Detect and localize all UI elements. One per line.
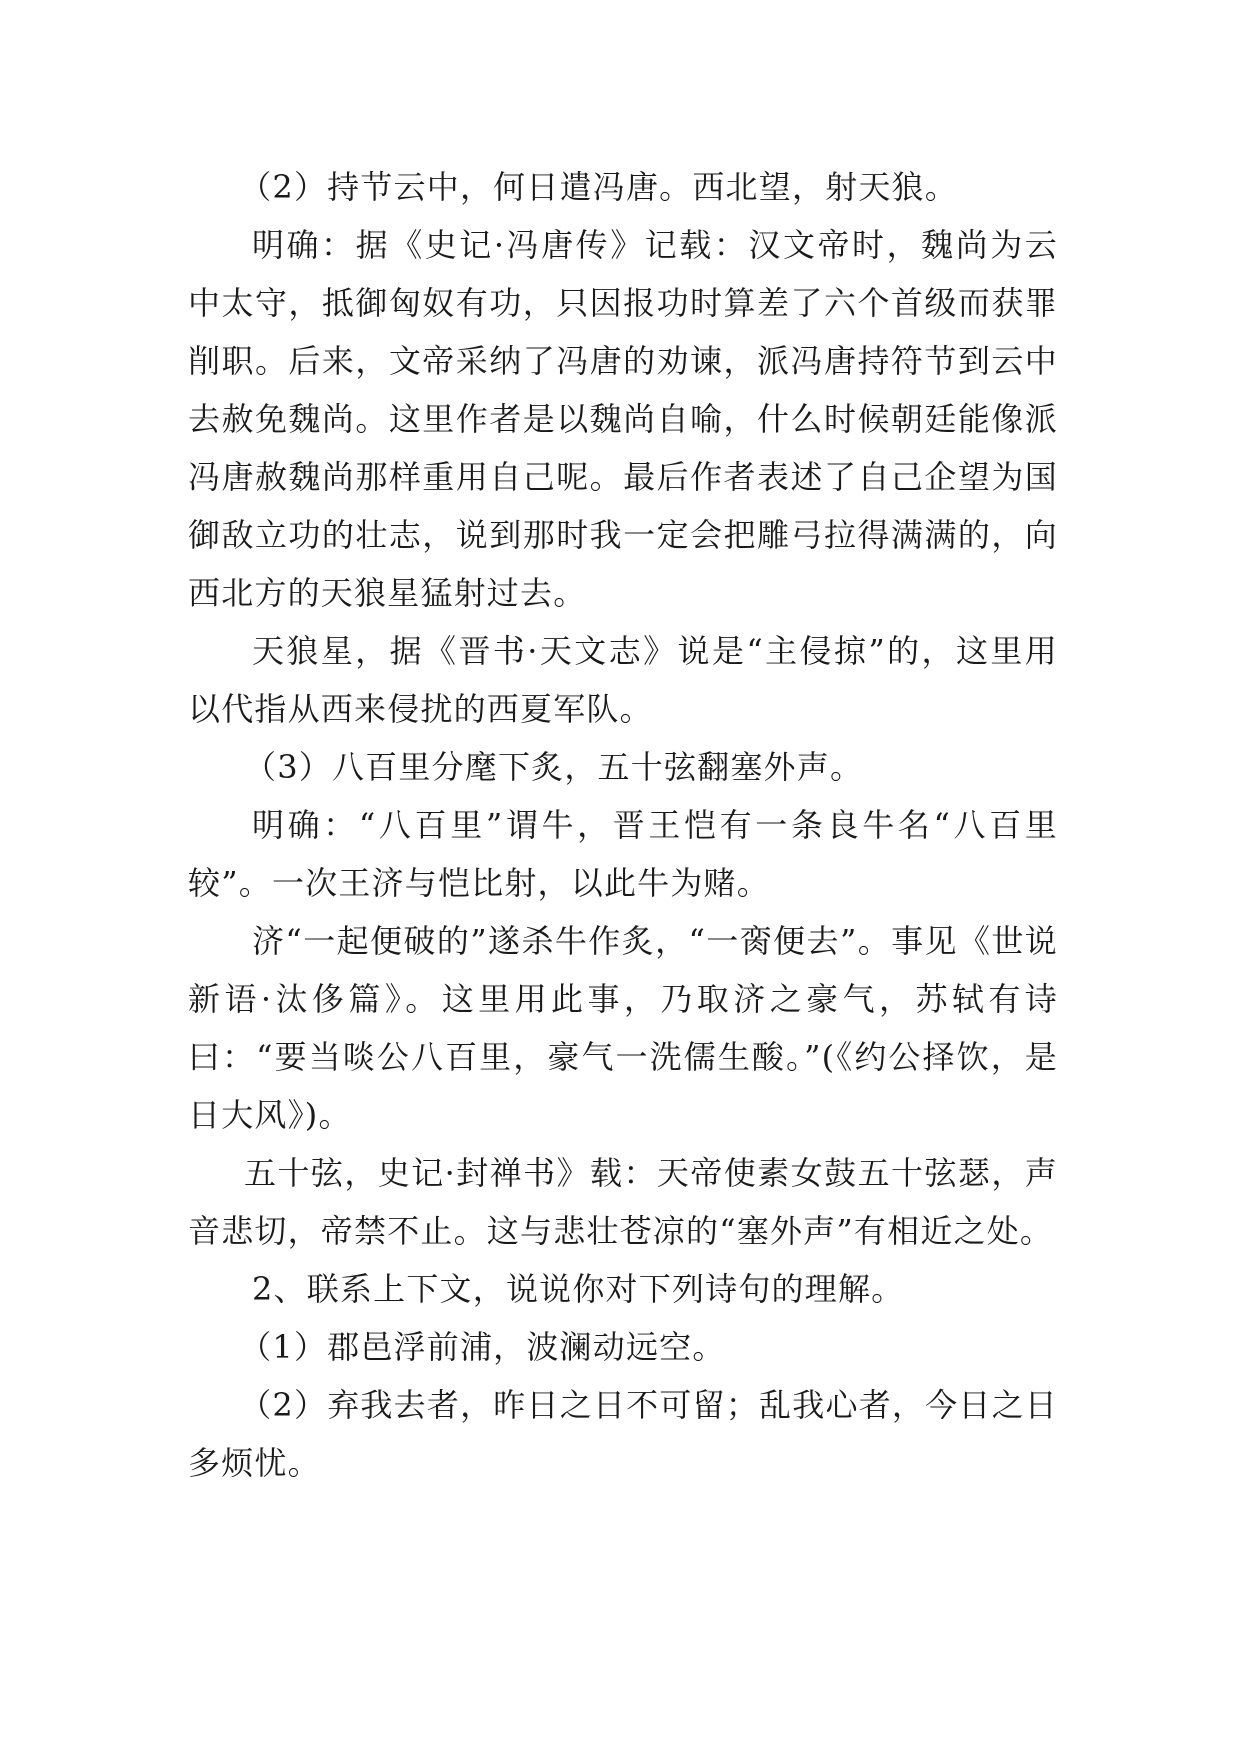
exercise-2-item-1: （1）郡邑浮前浦，波澜动远空。 [239, 1328, 726, 1366]
answer-2-paragraph: 明确：据《史记·冯唐传》记载：汉文帝时，魏尚为云中太守，抵御匈奴有功，只因报功时算差了六个首级而获罪削职。后来，文帝采纳了冯唐的劝谏，派冯唐持符节到云中去赦免魏尚。这里作者是以魏尚自喻，什么时候朝廷能像派冯唐赦魏尚那样重用自己呢。最后作者表述了自己企望为国御敌立功的壮志，说到那时我一定会把雕弓拉得满满的，向西北方的天狼星猛射过去。 [188, 226, 1058, 612]
question-2-heading: （2）持节云中，何日遣冯唐。西北望，射天狼。 [239, 168, 958, 206]
wang-ji-story-paragraph: 济“一起便破的”遂杀牛作炙，“一脔便去”。事见《世说新语·汰侈篇》。这里用此事，乃取济之豪气，苏轼有诗曰：“要当啖公八百里，豪气一洗儒生酸。”(《约公择饮，是日大风》)。 [188, 922, 1058, 1134]
sirius-note-paragraph: 天狼星，据《晋书·天文志》说是“主侵掠”的，这里用以代指从西来侵扰的西夏军队。 [188, 632, 1058, 728]
fifty-strings-paragraph: 五十弦，史记·封禅书》载：天帝使素女鼓五十弦瑟，声音悲切，帝禁不止。这与悲壮苍凉的“塞外声”有相近之处。 [188, 1154, 1058, 1250]
exercise-2-item-2: （2）弃我去者，昨日之日不可留；乱我心者，今日之日多烦忧。 [188, 1386, 1058, 1482]
question-3-heading: （3）八百里分麾下炙，五十弦翻塞外声。 [244, 748, 864, 786]
document-body [188, 158, 1058, 1492]
answer-3-paragraph: 明确：“八百里”谓牛，晋王恺有一条良牛名“八百里较”。一次王济与恺比射，以此牛为赌。 [188, 806, 1058, 902]
exercise-2-prompt: 2、联系上下文，说说你对下列诗句的理解。 [252, 1270, 905, 1308]
